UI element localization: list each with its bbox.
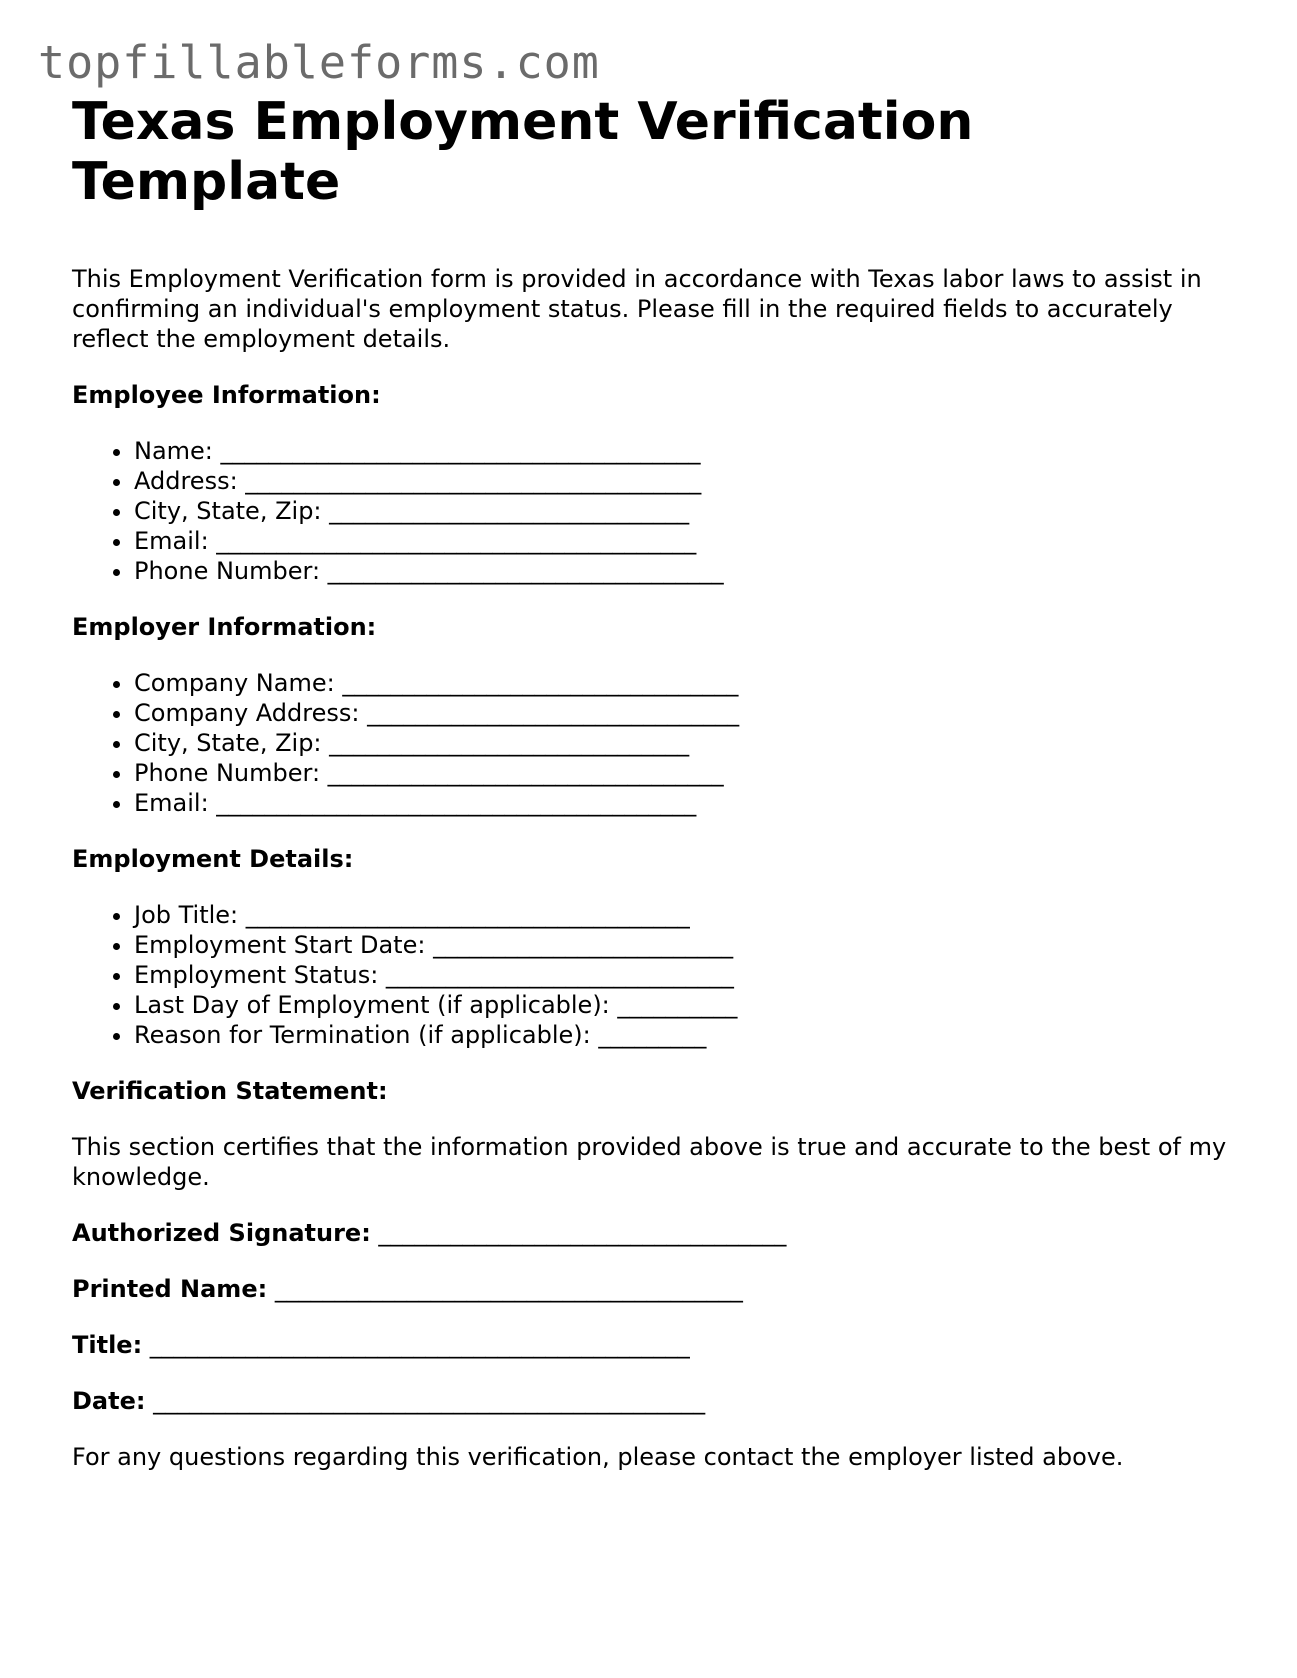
watermark: topfillableforms.com	[38, 36, 600, 89]
authorized-signature-blank: __________________________________	[370, 1219, 787, 1247]
footer-note: For any questions regarding this verification, please contact the employer listed above.	[72, 1443, 1124, 1471]
printed-name-line	[72, 1274, 1232, 1304]
employee-fields-list	[72, 436, 1232, 586]
employment-fields-list	[72, 900, 1232, 1050]
verification-section-heading: Verification Statement:	[72, 1077, 388, 1105]
company-name-field: • Company Name: _________________________________	[134, 668, 1232, 698]
intro-paragraph: This Employment Verification form is provided in accordance with Texas labor laws to assist in confirming an individual's employment status. Please fill in the required fields to accurately reflect the employment details.	[72, 265, 1202, 353]
title-line	[72, 1330, 1232, 1360]
date-blank: ______________________________________________	[145, 1387, 706, 1415]
employment-section-heading: Employment Details:	[72, 845, 354, 873]
authorized-signature-label: Authorized Signature:	[72, 1219, 371, 1247]
title-blank: _____________________________________________	[142, 1331, 690, 1359]
employer-fields-list	[72, 668, 1232, 818]
employer-email-field: • Email: ________________________________________	[134, 788, 1232, 818]
title-label: Title:	[72, 1331, 143, 1359]
employee-city-state-zip-field: • City, State, Zip: ______________________________	[134, 496, 1232, 526]
employer-city-state-zip-field: • City, State, Zip: ______________________________	[134, 728, 1232, 758]
employee-email-field: • Email: ________________________________________	[134, 526, 1232, 556]
printed-name-label: Printed Name:	[72, 1275, 268, 1303]
last-day-field: • Last Day of Employment (if applicable): __________	[134, 990, 1232, 1020]
verification-statement: This section certifies that the information provided above is true and accurate to the best of my knowledge.	[72, 1133, 1227, 1191]
job-title-field: • Job Title: _____________________________________	[134, 900, 1232, 930]
employee-section-heading: Employee Information:	[72, 381, 381, 409]
employer-phone-field: • Phone Number: _________________________________	[134, 758, 1232, 788]
authorized-signature-line	[72, 1218, 1232, 1248]
termination-reason-field: • Reason for Termination (if applicable): _________	[134, 1020, 1232, 1050]
employee-name-field: • Name: ________________________________________	[134, 436, 1232, 466]
printed-name-blank: _______________________________________	[267, 1275, 743, 1303]
employment-status-field: • Employment Status: _____________________________	[134, 960, 1232, 990]
start-date-field: • Employment Start Date: _________________________	[134, 930, 1232, 960]
employer-section-heading: Employer Information:	[72, 613, 377, 641]
employee-phone-field: • Phone Number: _________________________________	[134, 556, 1232, 586]
company-address-field: • Company Address: _______________________________	[134, 698, 1232, 728]
employee-address-field: • Address: ______________________________________	[134, 466, 1232, 496]
document-body	[72, 92, 1232, 1472]
date-line	[72, 1386, 1232, 1416]
date-label: Date:	[72, 1387, 146, 1415]
page-title: Texas Employment Verification Template	[72, 92, 974, 212]
